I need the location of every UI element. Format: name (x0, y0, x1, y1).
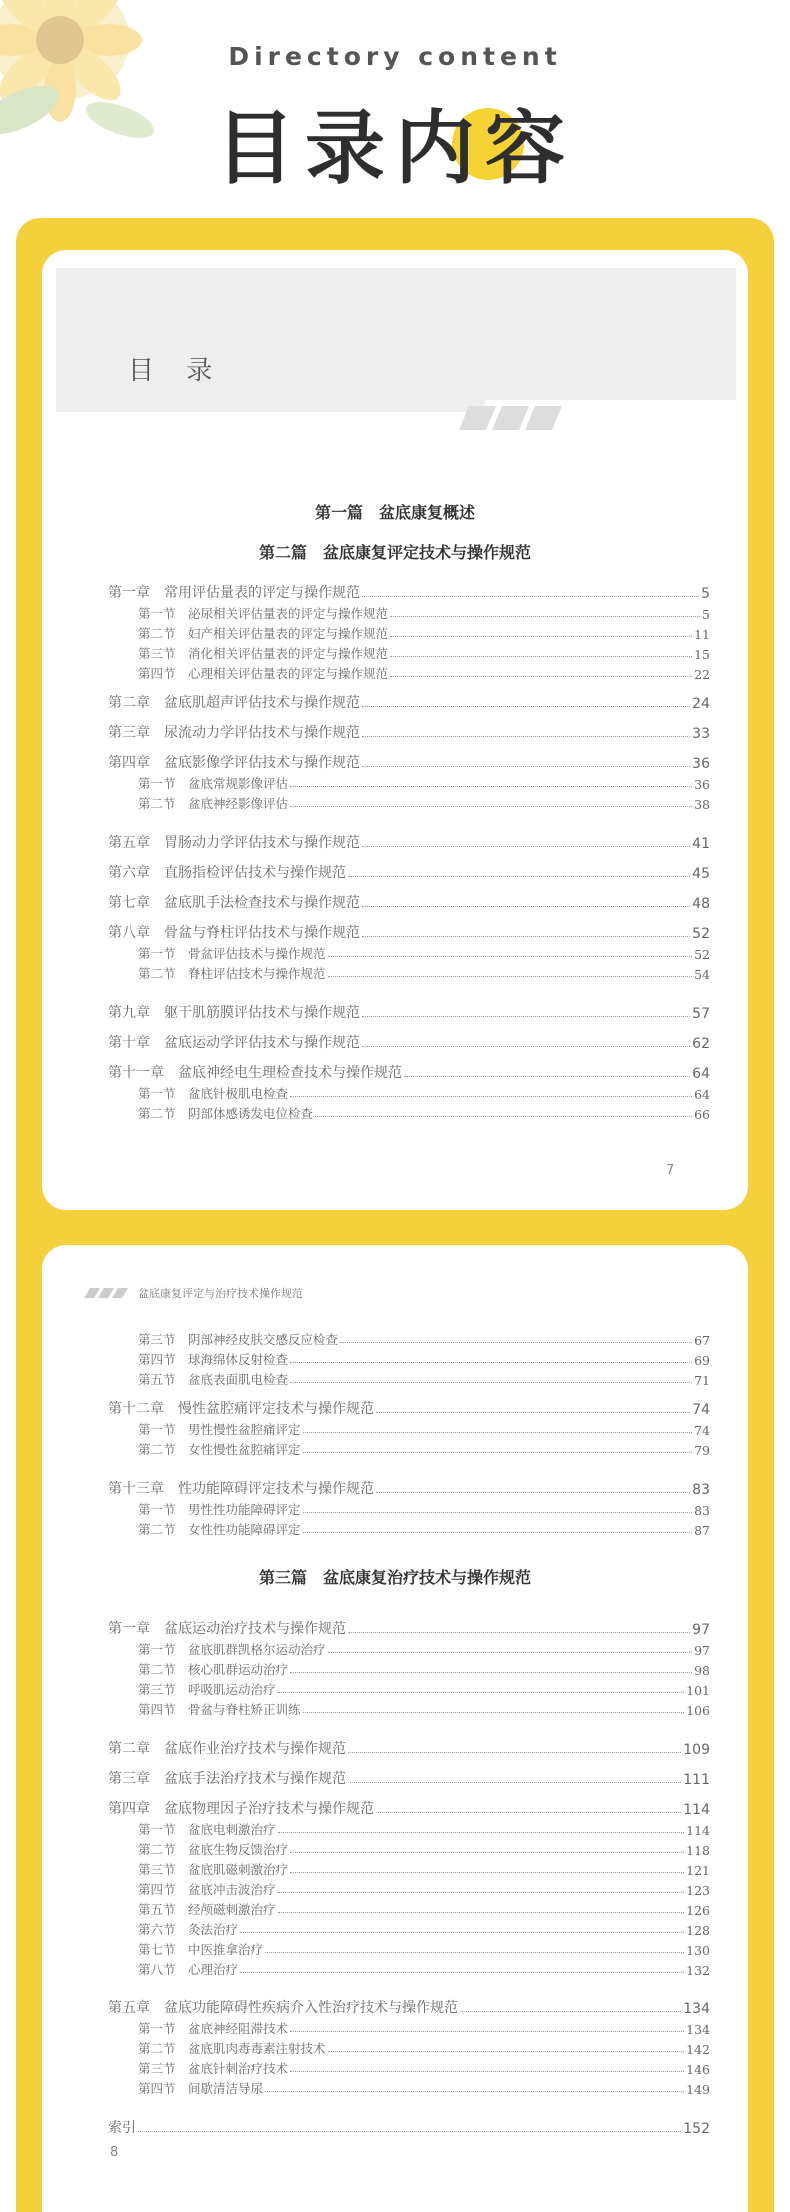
page-number: 8 (110, 2145, 119, 2160)
toc-entry-title: 第四节 球海绵体反射检查 (138, 1352, 289, 1367)
dot-leader (290, 1382, 692, 1383)
toc-chapter-row (108, 752, 710, 772)
dot-leader (460, 2011, 681, 2012)
toc-page-ref: 64 (692, 1066, 710, 1082)
toc-section-row (138, 1698, 710, 1718)
toc-page-ref: 41 (692, 836, 710, 852)
toc-page-ref: 66 (694, 1107, 710, 1122)
toc-page-ref: 52 (692, 926, 710, 942)
toc-entry-title: 第三节 消化相关评估量表的评定与操作规范 (138, 646, 389, 661)
toc-entry-title: 第五节 经颅磁刺激治疗 (138, 1902, 276, 1917)
chinese-title: 目录内容 (215, 102, 575, 195)
toc-entry-title: 第五节 盆底表面肌电检查 (138, 1372, 289, 1387)
dot-leader (278, 1692, 685, 1693)
toc-chapter-row (108, 1997, 710, 2017)
toc-page-ref: 114 (683, 1802, 710, 1818)
toc-page-ref: 152 (683, 2121, 710, 2137)
dot-leader (303, 1532, 693, 1533)
toc-page-ref: 33 (692, 726, 710, 742)
toc-page-ref: 87 (694, 1523, 710, 1538)
toc-entry-title: 第三章 盆底手法治疗技术与操作规范 (108, 1771, 346, 1787)
chinese-title-group (0, 78, 790, 195)
toc-entry-title: 第一章 常用评估量表的评定与操作规范 (108, 585, 360, 601)
toc-entry-title: 第十一章 盆底神经电生理检查技术与操作规范 (108, 1065, 402, 1081)
toc-section-row (138, 2057, 710, 2077)
toc-section-row (138, 2017, 710, 2037)
toc-entry-title: 第十二章 慢性盆腔痛评定技术与操作规范 (108, 1401, 374, 1417)
toc-chapter-row (108, 1002, 710, 1022)
toc-entry-title: 第三章 尿流动力学评估技术与操作规范 (108, 725, 360, 741)
toc-page-ref: 126 (686, 1903, 710, 1918)
toc-page-ref: 74 (694, 1423, 710, 1438)
toc-page-ref: 146 (686, 2062, 710, 2077)
toc-section-row (138, 622, 710, 642)
toc-entry-title: 第七节 中医推拿治疗 (138, 1942, 264, 1957)
toc-entry-title: 第一节 盆底肌群凯格尔运动治疗 (138, 1642, 326, 1657)
toc-page-ref: 123 (686, 1883, 710, 1898)
toc-entry-title: 第一节 盆底针极肌电检查 (138, 1086, 289, 1101)
toc-page-1 (42, 250, 748, 1210)
dot-leader (328, 976, 693, 977)
dot-leader (278, 1832, 685, 1833)
toc-section-row (138, 1678, 710, 1698)
dot-leader (362, 906, 690, 907)
toc-entry-title: 第四节 间歇清洁导尿 (138, 2081, 264, 2096)
toc-page-ref: 57 (692, 1006, 710, 1022)
toc-entry-title: 第六章 直肠指检评估技术与操作规范 (108, 865, 346, 881)
dot-leader (290, 786, 692, 787)
toc-section-row (138, 1328, 710, 1348)
dot-leader (303, 1712, 685, 1713)
dot-leader (348, 1782, 681, 1783)
dot-leader (376, 1412, 690, 1413)
toc-page-ref: 130 (686, 1943, 710, 1958)
dot-leader (376, 1812, 681, 1813)
toc-chapter-row (108, 1478, 710, 1498)
toc-page-ref: 74 (692, 1402, 710, 1418)
toc-entry-title: 第二节 脊柱评估技术与操作规范 (138, 966, 326, 981)
dot-leader (290, 2031, 684, 2032)
toc-chapter-row (108, 922, 710, 942)
toc-page-ref: 83 (694, 1503, 710, 1518)
toc-entry-title: 第四章 盆底影像学评估技术与操作规范 (108, 755, 360, 771)
toc-page-ref: 134 (686, 2022, 710, 2037)
dot-leader (348, 1632, 690, 1633)
toc-entry-title: 第二章 盆底肌超声评估技术与操作规范 (108, 695, 360, 711)
toc-page-ref: 36 (694, 777, 710, 792)
toc-section-row (138, 962, 710, 982)
toc-chapter-row (108, 722, 710, 742)
dot-leader (265, 2091, 684, 2092)
toc-entry-title: 第一节 盆底电刺激治疗 (138, 1822, 276, 1837)
toc-section-row (138, 1918, 710, 1938)
dot-leader (340, 1342, 692, 1343)
toc-page-ref: 114 (686, 1823, 710, 1838)
toc-page-ref: 45 (692, 866, 710, 882)
toc-entry-title: 第五章 盆底功能障碍性疾病介入性治疗技术与操作规范 (108, 2000, 458, 2016)
banner-stripes (56, 400, 736, 430)
page-number: 7 (666, 1163, 675, 1178)
toc-entry-title: 第一章 盆底运动治疗技术与操作规范 (108, 1621, 346, 1637)
toc-page-ref: 109 (683, 1742, 710, 1758)
toc-entry-title: 第二节 盆底生物反馈治疗 (138, 1842, 289, 1857)
toc-entry-title: 第七章 盆底肌手法检查技术与操作规范 (108, 895, 360, 911)
toc-page-ref: 128 (686, 1923, 710, 1938)
dot-leader (290, 806, 692, 807)
toc-section-row (138, 1368, 710, 1388)
dot-leader (362, 846, 690, 847)
toc-section-row (138, 942, 710, 962)
toc-section-row (138, 1658, 710, 1678)
dot-leader (290, 1672, 692, 1673)
header (0, 0, 790, 200)
toc-section-row (138, 772, 710, 792)
toc-entry-title: 第十章 盆底运动学评估技术与操作规范 (108, 1035, 360, 1051)
dot-leader (290, 1852, 684, 1853)
toc-page-ref: 69 (694, 1353, 710, 1368)
toc-chapter-row (108, 1032, 710, 1052)
toc-page-ref: 101 (686, 1683, 710, 1698)
toc-section-row (138, 1518, 710, 1538)
toc-entry-title: 第三节 呼吸肌运动治疗 (138, 1682, 276, 1697)
toc-entry-title: 第一节 男性慢性盆腔痛评定 (138, 1422, 301, 1437)
toc-section-row (138, 1898, 710, 1918)
dot-leader (404, 1076, 690, 1077)
toc-entry-title: 第二章 盆底作业治疗技术与操作规范 (108, 1741, 346, 1757)
toc-entry-title: 第三节 盆底针刺治疗技术 (138, 2061, 289, 2076)
toc-page-ref: 24 (692, 696, 710, 712)
toc-chapter-row (108, 1768, 710, 1788)
english-title: Directory content (228, 42, 562, 71)
dot-leader (278, 1892, 685, 1893)
dot-leader (240, 1972, 684, 1973)
toc-page-ref: 98 (694, 1663, 710, 1678)
dot-leader (138, 2131, 681, 2132)
toc-section-row (138, 2077, 710, 2097)
toc-chapter-row (108, 1738, 710, 1758)
toc-chapter-row (108, 692, 710, 712)
toc-entry-title: 第五章 胃肠动力学评估技术与操作规范 (108, 835, 360, 851)
toc-section-row (138, 1838, 710, 1858)
toc-page-ref: 36 (692, 756, 710, 772)
dot-leader (315, 1116, 692, 1117)
part-title: 第一篇 盆底康复概述 (314, 503, 475, 522)
toc-section-row (138, 1102, 710, 1122)
toc-page-ref: 149 (686, 2082, 710, 2097)
toc-section-row (138, 1878, 710, 1898)
toc-page-ref: 22 (694, 667, 710, 682)
dot-leader (290, 2071, 684, 2072)
dot-leader (303, 1512, 693, 1513)
toc-chapter-row (108, 2117, 710, 2137)
toc-page-ref: 54 (694, 967, 710, 982)
toc-section-row (138, 1638, 710, 1658)
dot-leader (362, 736, 690, 737)
dot-leader (376, 1492, 690, 1493)
dot-leader (328, 1652, 693, 1653)
toc-entry-title: 第三节 阴部神经皮肤交感反应检查 (138, 1332, 339, 1347)
dot-leader (290, 1362, 692, 1363)
toc-chapter-row (108, 832, 710, 852)
toc-entry-title: 第二节 盆底肌肉毒毒素注射技术 (138, 2041, 326, 2056)
dot-leader (390, 636, 692, 637)
toc-entry-title: 第二节 盆底神经影像评估 (138, 796, 289, 811)
toc-section-row (138, 1858, 710, 1878)
toc-chapter-row (108, 1062, 710, 1082)
toc-section-row (138, 1958, 710, 1978)
toc-page-ref: 132 (686, 1963, 710, 1978)
toc-page-2 (42, 1245, 748, 2212)
toc-page-ref: 121 (686, 1863, 710, 1878)
toc-page-ref: 15 (694, 647, 710, 662)
toc-entry-title: 第二节 阴部体感诱发电位检查 (138, 1106, 314, 1121)
toc-heading: 目 录 (128, 356, 225, 386)
dot-leader (240, 1932, 684, 1933)
dot-leader (348, 876, 690, 877)
stripes-icon (84, 1288, 130, 1298)
toc-entry-title: 第一节 盆底常规影像评估 (138, 776, 289, 791)
dot-leader (278, 1912, 685, 1913)
toc-page-ref: 62 (692, 1036, 710, 1052)
toc-section-row (138, 642, 710, 662)
toc-section-row (138, 602, 710, 622)
toc-entry-title: 第六节 灸法治疗 (138, 1922, 239, 1937)
toc-page-ref: 11 (694, 627, 710, 642)
toc-entry-title: 第一节 骨盆评估技术与操作规范 (138, 946, 326, 961)
toc-page-ref: 5 (701, 586, 710, 602)
toc-entry-title: 第二节 妇产相关评估量表的评定与操作规范 (138, 626, 389, 641)
dot-leader (362, 1046, 690, 1047)
toc-section-row (138, 1498, 710, 1518)
dot-leader (303, 1452, 693, 1453)
toc-entry-title: 第三节 盆底肌磁刺激治疗 (138, 1862, 289, 1877)
dot-leader (362, 706, 690, 707)
toc-page-ref: 38 (694, 797, 710, 812)
dot-leader (328, 2051, 685, 2052)
toc-page-ref: 142 (686, 2042, 710, 2057)
dot-leader (290, 1096, 692, 1097)
dot-leader (362, 936, 690, 937)
toc-chapter-row (108, 892, 710, 912)
running-head (84, 1285, 303, 1301)
dot-leader (348, 1752, 681, 1753)
toc-entry-title: 第四章 盆底物理因子治疗技术与操作规范 (108, 1801, 374, 1817)
toc-section-row (138, 1938, 710, 1958)
toc-page-ref: 71 (694, 1373, 710, 1388)
toc-section-row (138, 1082, 710, 1102)
toc-page-ref: 5 (702, 607, 710, 622)
toc-section-row (138, 1348, 710, 1368)
dot-leader (362, 766, 690, 767)
toc-entry-title: 第四节 盆底冲击波治疗 (138, 1882, 276, 1897)
dot-leader (390, 676, 692, 677)
dot-leader (265, 1952, 684, 1953)
toc-entry-title: 第二节 女性性功能障碍评定 (138, 1522, 301, 1537)
toc-page-ref: 48 (692, 896, 710, 912)
dot-leader (362, 596, 699, 597)
dot-leader (290, 1872, 684, 1873)
toc-section-row (138, 1438, 710, 1458)
dot-leader (390, 656, 692, 657)
toc-section-row (138, 2037, 710, 2057)
toc-section-row (138, 662, 710, 682)
toc-entry-title: 第二节 女性慢性盆腔痛评定 (138, 1442, 301, 1457)
toc-entry-title: 索引 (108, 2120, 136, 2136)
toc-chapter-row (108, 862, 710, 882)
toc-entry-title: 第一节 男性性功能障碍评定 (138, 1502, 301, 1517)
toc-page-ref: 134 (683, 2001, 710, 2017)
toc-chapter-row (108, 1618, 710, 1638)
toc-entry-title: 第一节 盆底神经阻滞技术 (138, 2021, 289, 2036)
toc-section-row (138, 792, 710, 812)
part-title: 第三篇 盆底康复治疗技术与操作规范 (258, 1568, 531, 1587)
toc-page-ref: 64 (694, 1087, 710, 1102)
toc-chapter-row (108, 1798, 710, 1818)
toc-page-ref: 118 (686, 1843, 710, 1858)
toc-chapter-row (108, 582, 710, 602)
dot-leader (328, 956, 693, 957)
toc-page-ref: 67 (694, 1333, 710, 1348)
toc-page-ref: 106 (686, 1703, 710, 1718)
toc-entry-title: 第四节 骨盆与脊柱矫正训练 (138, 1702, 301, 1717)
toc-page-ref: 79 (694, 1443, 710, 1458)
toc-entry-title: 第二节 核心肌群运动治疗 (138, 1662, 289, 1677)
toc-entry-title: 第九章 躯干肌筋膜评估技术与操作规范 (108, 1005, 360, 1021)
toc-section-row (138, 1418, 710, 1438)
toc-page-ref: 52 (694, 947, 710, 962)
toc-entry-title: 第八章 骨盆与脊柱评估技术与操作规范 (108, 925, 360, 941)
toc-page-ref: 83 (692, 1482, 710, 1498)
toc-entry-title: 第四节 心理相关评估量表的评定与操作规范 (138, 666, 389, 681)
toc-page-ref: 111 (683, 1772, 710, 1788)
toc-entry-title: 第一节 泌尿相关评估量表的评定与操作规范 (138, 606, 389, 621)
dot-leader (303, 1432, 693, 1433)
dot-leader (390, 616, 700, 617)
running-head-title: 盆底康复评定与治疗技术操作规范 (138, 1287, 303, 1300)
toc-page-ref: 97 (694, 1643, 710, 1658)
toc-entry-title: 第八节 心理治疗 (138, 1962, 239, 1977)
part-title: 第二篇 盆底康复评定技术与操作规范 (258, 543, 531, 562)
dot-leader (362, 1016, 690, 1017)
toc-entry-title: 第十三章 性功能障碍评定技术与操作规范 (108, 1481, 374, 1497)
toc-page-ref: 97 (692, 1622, 710, 1638)
toc-chapter-row (108, 1398, 710, 1418)
toc-section-row (138, 1818, 710, 1838)
